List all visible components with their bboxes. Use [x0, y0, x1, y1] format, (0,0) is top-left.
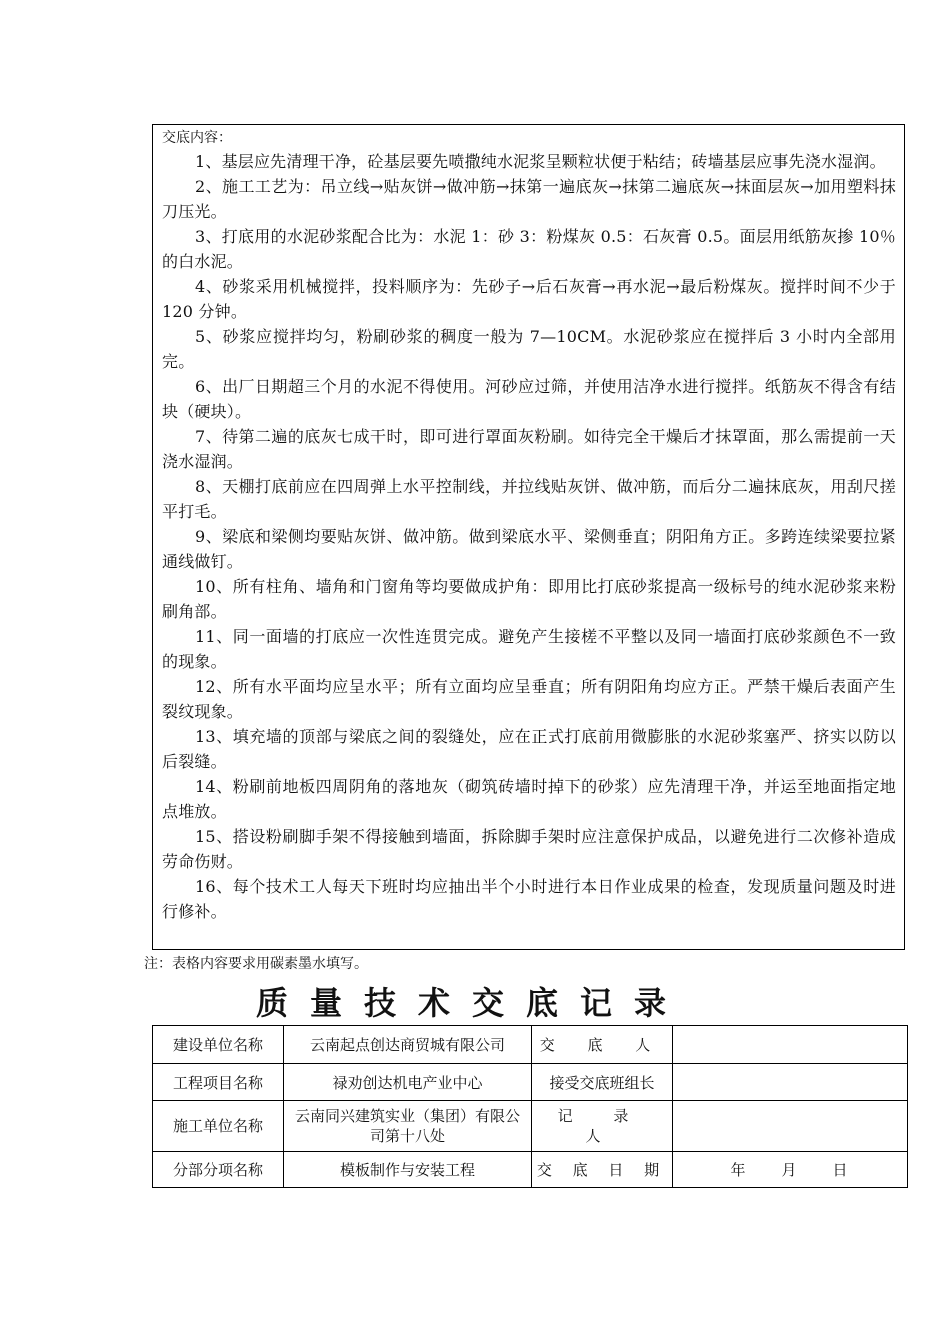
client-label: 建设单位名称: [153, 1026, 284, 1064]
project-label: 工程项目名称: [153, 1064, 284, 1101]
content-item-3: 3、打底用的水泥砂浆配合比为：水泥 1：砂 3：粉煤灰 0.5：石灰膏 0.5。面层用纸筋灰掺 10％的白水泥。: [162, 227, 896, 271]
subproject-label: 分部分项名称: [153, 1152, 284, 1188]
record-row-subproject: [153, 1152, 908, 1188]
discloser-value[interactable]: [673, 1026, 908, 1064]
recorder-value[interactable]: [673, 1101, 908, 1152]
record-row-contractor: [153, 1101, 908, 1152]
record-table: [152, 1025, 908, 1188]
project-value: 禄劝创达机电产业中心: [284, 1064, 532, 1101]
record-title: 质量技术交底记录: [255, 984, 688, 1022]
content-item-14: 14、粉刷前地板四周阴角的落地灰（砌筑砖墙时掉下的砂浆）应先清理干净，并运至地面指定地点堆放。: [162, 777, 896, 821]
content-item-12: 12、所有水平面均应呈水平；所有立面均应呈垂直；所有阴阳角均应方正。严禁干燥后表面产生裂纹现象。: [162, 677, 896, 721]
content-heading: 交底内容：: [162, 130, 232, 146]
content-item-7: 7、待第二遍的底灰七成干时，即可进行罩面灰粉刷。如待完全干燥后才抹罩面，那么需提前一天浇水湿润。: [162, 427, 896, 471]
contractor-value: 云南同兴建筑实业（集团）有限公司第十八处: [284, 1101, 532, 1152]
content-item-6: 6、出厂日期超三个月的水泥不得使用。河砂应过筛，并使用洁净水进行搅拌。纸筋灰不得含有结块（硬块）。: [162, 377, 896, 421]
discloser-label: 交 底 人: [532, 1026, 673, 1064]
content-item-5: 5、砂浆应搅拌均匀，粉刷砂浆的稠度一般为 7—10CM。水泥砂浆应在搅拌后 3 小时内全部用完。: [162, 327, 896, 371]
content-item-4: 4、砂浆采用机械搅拌，投料顺序为：先砂子→后石灰膏→再水泥→最后粉煤灰。搅拌时间不少于 120 分钟。: [162, 277, 896, 321]
content-item-13: 13、填充墙的顶部与梁底之间的裂缝处，应在正式打底前用微膨胀的水泥砂浆塞严、挤实以防以后裂缝。: [162, 727, 896, 771]
disclosure-date-label: 交 底 日 期: [532, 1152, 673, 1188]
content-item-15: 15、搭设粉刷脚手架不得接触到墙面，拆除脚手架时应注意保护成品，以避免进行二次修补造成劳命伤财。: [162, 827, 896, 871]
recorder-label: 记 录 人: [532, 1101, 673, 1152]
team-leader-label: 接受交底班组长: [532, 1064, 673, 1101]
content-item-9: 9、梁底和梁侧均要贴灰饼、做冲筋。做到梁底水平、梁侧垂直；阴阳角方正。多跨连续梁要拉紧通线做钉。: [162, 527, 896, 571]
content-item-2: 2、施工工艺为：吊立线→贴灰饼→做冲筋→抹第一遍底灰→抹第二遍底灰→抹面层灰→加用塑料抹刀压光。: [162, 177, 896, 221]
content-item-8: 8、天棚打底前应在四周弹上水平控制线，并拉线贴灰饼、做冲筋，而后分二遍抹底灰，用刮尺搓平打毛。: [162, 477, 896, 521]
content-item-1: 1、基层应先清理干净，砼基层要先喷撒纯水泥浆呈颗粒状便于粘结；砖墙基层应事先浇水湿润。: [195, 152, 886, 171]
content-item-16: 16、每个技术工人每天下班时均应抽出半个小时进行本日作业成果的检查，发现质量问题及时进行修补。: [162, 877, 896, 921]
client-value: 云南起点创达商贸城有限公司: [284, 1026, 532, 1064]
form-note: 注：表格内容要求用碳素墨水填写。: [144, 956, 368, 972]
record-row-project: [153, 1064, 908, 1101]
record-row-client: [153, 1026, 908, 1064]
subproject-value: 模板制作与安装工程: [284, 1152, 532, 1188]
disclosure-content-box: [152, 124, 905, 950]
team-leader-value[interactable]: [673, 1064, 908, 1101]
content-item-10: 10、所有柱角、墙角和门窗角等均要做成护角：即用比打底砂浆提高一级标号的纯水泥砂浆来粉刷角部。: [162, 577, 896, 621]
contractor-label: 施工单位名称: [153, 1101, 284, 1152]
disclosure-date-value[interactable]: 年 月 日: [673, 1152, 908, 1188]
content-item-11: 11、同一面墙的打底应一次性连贯完成。避免产生接槎不平整以及同一墙面打底砂浆颜色不一致的现象。: [162, 627, 896, 671]
